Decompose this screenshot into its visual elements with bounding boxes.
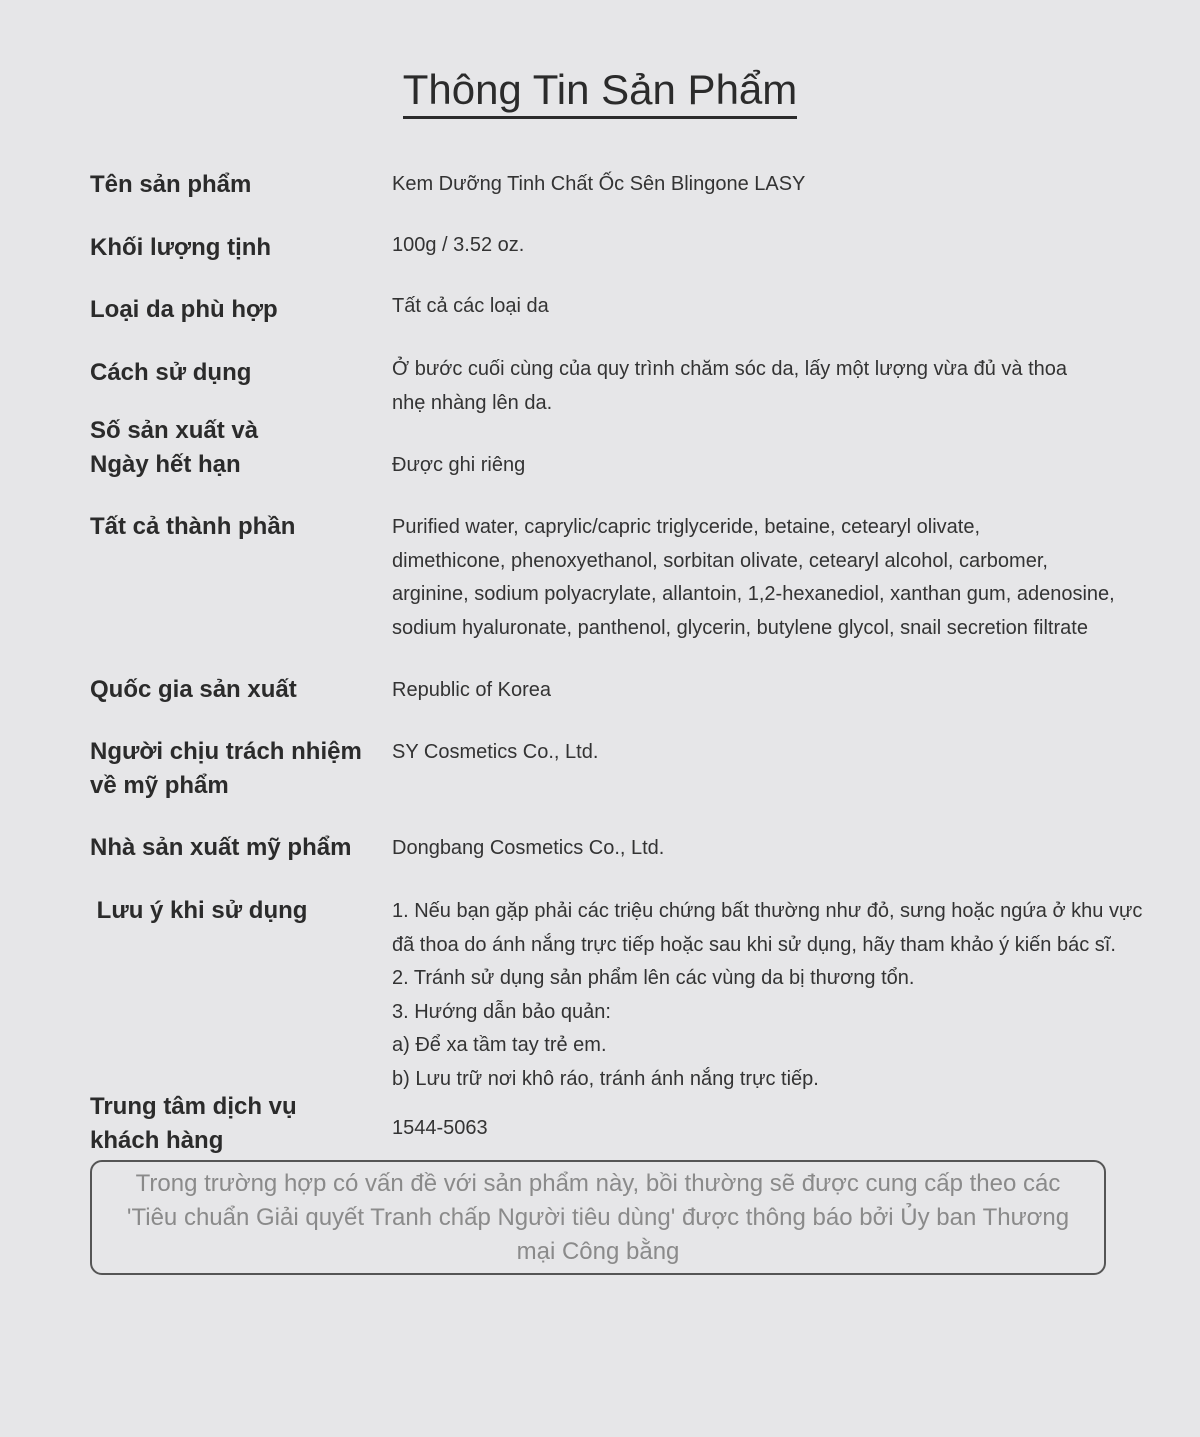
row-label: Số sản xuất và Ngày hết hạn: [90, 417, 259, 478]
row-label: Người chịu trách nhiệm về mỹ phẩm: [90, 738, 362, 799]
row-value: Dongbang Cosmetics Co., Ltd.: [392, 837, 665, 859]
row-label: Loại da phù hợp: [90, 296, 278, 323]
row-value: Republic of Korea: [392, 679, 551, 701]
row-value: Purified water, caprylic/capric triglyceride, betaine, cetearyl olivate, dimethicone, phenoxyethanol, sorbitan olivate, cetearyl alcohol, carbomer, arginine, sodium polyacrylate, allantoin, 1,2-hexanediol, xanthan gum, adenosine, sodium hyaluronate, panthenol, glycerin, butylene glycol, snail secretion filtrate: [392, 516, 1115, 639]
row-label: Nhà sản xuất mỹ phẩm: [90, 834, 352, 861]
row-value: 1. Nếu bạn gặp phải các triệu chứng bất thường như đỏ, sưng hoặc ngứa ở khu vực đã thoa do ánh nắng trực tiếp hoặc sau khi sử dụng, hãy tham khảo ý kiến bác sĩ. 2. Tránh sử dụng sản phẩm lên các vùng da bị thương tổn. 3. Hướng dẫn bảo quản: a) Để xa tầm tay trẻ em. b) Lưu trữ nơi khô ráo, tránh ánh nắng trực tiếp.: [392, 900, 1143, 1090]
row-value: 1544-5063: [392, 1117, 488, 1139]
row-label: Tất cả thành phần: [90, 513, 296, 540]
row-value: 100g / 3.52 oz.: [392, 234, 525, 256]
row-label: Tên sản phẩm: [90, 171, 252, 198]
compensation-notice-text: Trong trường hợp có vấn đề với sản phẩm này, bồi thường sẽ được cung cấp theo các 'Tiêu chuẩn Giải quyết Tranh chấp Người tiêu dùng' được thông báo bởi Ủy ban Thương mại Công bằng: [126, 1169, 1070, 1265]
page-title: Thông Tin Sản Phẩm: [403, 66, 798, 119]
row-label: Quốc gia sản xuất: [90, 676, 297, 703]
row-label: Khối lượng tịnh: [90, 234, 272, 261]
row-label: Trung tâm dịch vụ khách hàng: [90, 1093, 297, 1154]
row-value: Ở bước cuối cùng của quy trình chăm sóc da, lấy một lượng vừa đủ và thoa nhẹ nhàng lên da.: [392, 358, 1067, 414]
row-value: Được ghi riêng: [392, 454, 526, 476]
row-value: Kem Dưỡng Tinh Chất Ốc Sên Blingone LASY: [392, 173, 806, 195]
row-value: SY Cosmetics Co., Ltd.: [392, 741, 599, 763]
row-value: Tất cả các loại da: [392, 295, 549, 317]
row-label: Cách sử dụng: [90, 359, 252, 386]
compensation-notice-box: [90, 1160, 1106, 1275]
title-container: [0, 66, 1200, 119]
row-label: Lưu ý khi sử dụng: [90, 897, 308, 924]
